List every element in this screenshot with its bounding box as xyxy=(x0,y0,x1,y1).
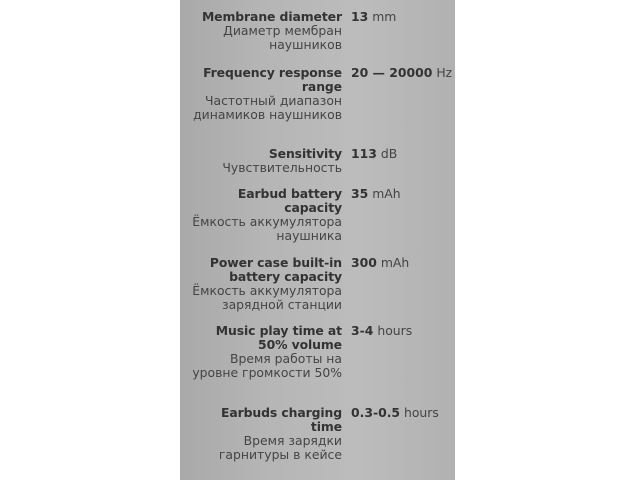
spec-value-unit: hours xyxy=(404,405,439,420)
spec-value-number: 13 xyxy=(351,9,369,24)
spec-label xyxy=(192,324,342,380)
spec-label-en: Music play time at 50% volume xyxy=(215,323,342,352)
spec-value xyxy=(351,187,401,201)
spec-label-ru: Время зарядки гарнитуры в кейсе xyxy=(218,433,342,462)
spec-label-ru: Чувствительность xyxy=(222,160,342,175)
spec-value xyxy=(351,324,412,338)
spec-value xyxy=(351,147,397,161)
spec-value xyxy=(351,406,439,420)
spec-label-ru: Частотный диапазон динамиков наушников xyxy=(193,93,342,122)
spec-value-number: 300 xyxy=(351,255,377,270)
spec-label xyxy=(192,10,342,52)
spec-value-number: 20 — 20000 xyxy=(351,65,433,80)
spec-value-number: 0.3-0.5 xyxy=(351,405,401,420)
spec-value-unit: mm xyxy=(372,9,397,24)
spec-value-unit: Hz xyxy=(436,65,453,80)
spec-value xyxy=(351,256,409,270)
spec-value-number: 35 xyxy=(351,186,369,201)
spec-label-ru: Диаметр мембран наушников xyxy=(223,23,342,52)
spec-value-unit: mAh xyxy=(380,255,410,270)
spec-label-en: Sensitivity xyxy=(268,146,342,161)
spec-label-ru: Время работы на уровне громкости 50% xyxy=(192,351,342,380)
spec-label-ru: Ёмкость аккумулятора зарядной станции xyxy=(192,283,342,312)
spec-value xyxy=(351,10,396,24)
spec-label-en: Membrane diameter xyxy=(201,9,342,24)
spec-value-unit: dB xyxy=(380,146,398,161)
spec-label xyxy=(192,256,342,312)
spec-label-en: Earbud battery capacity xyxy=(237,186,342,215)
spec-value-number: 3-4 xyxy=(351,323,374,338)
spec-label-en: Earbuds charging time xyxy=(220,405,342,434)
spec-card xyxy=(180,0,455,480)
spec-value-unit: hours xyxy=(377,323,413,338)
spec-label-en: Power case built-in battery capacity xyxy=(209,255,342,284)
spec-label-en: Frequency response range xyxy=(203,65,342,94)
spec-value-unit: mAh xyxy=(372,186,401,201)
spec-label-ru: Ёмкость аккумулятора наушника xyxy=(192,214,342,243)
spec-value xyxy=(351,66,452,80)
spec-label xyxy=(192,406,342,462)
spec-label xyxy=(192,187,342,243)
spec-value-number: 113 xyxy=(351,146,377,161)
spec-label xyxy=(192,147,342,175)
spec-label xyxy=(192,66,342,122)
